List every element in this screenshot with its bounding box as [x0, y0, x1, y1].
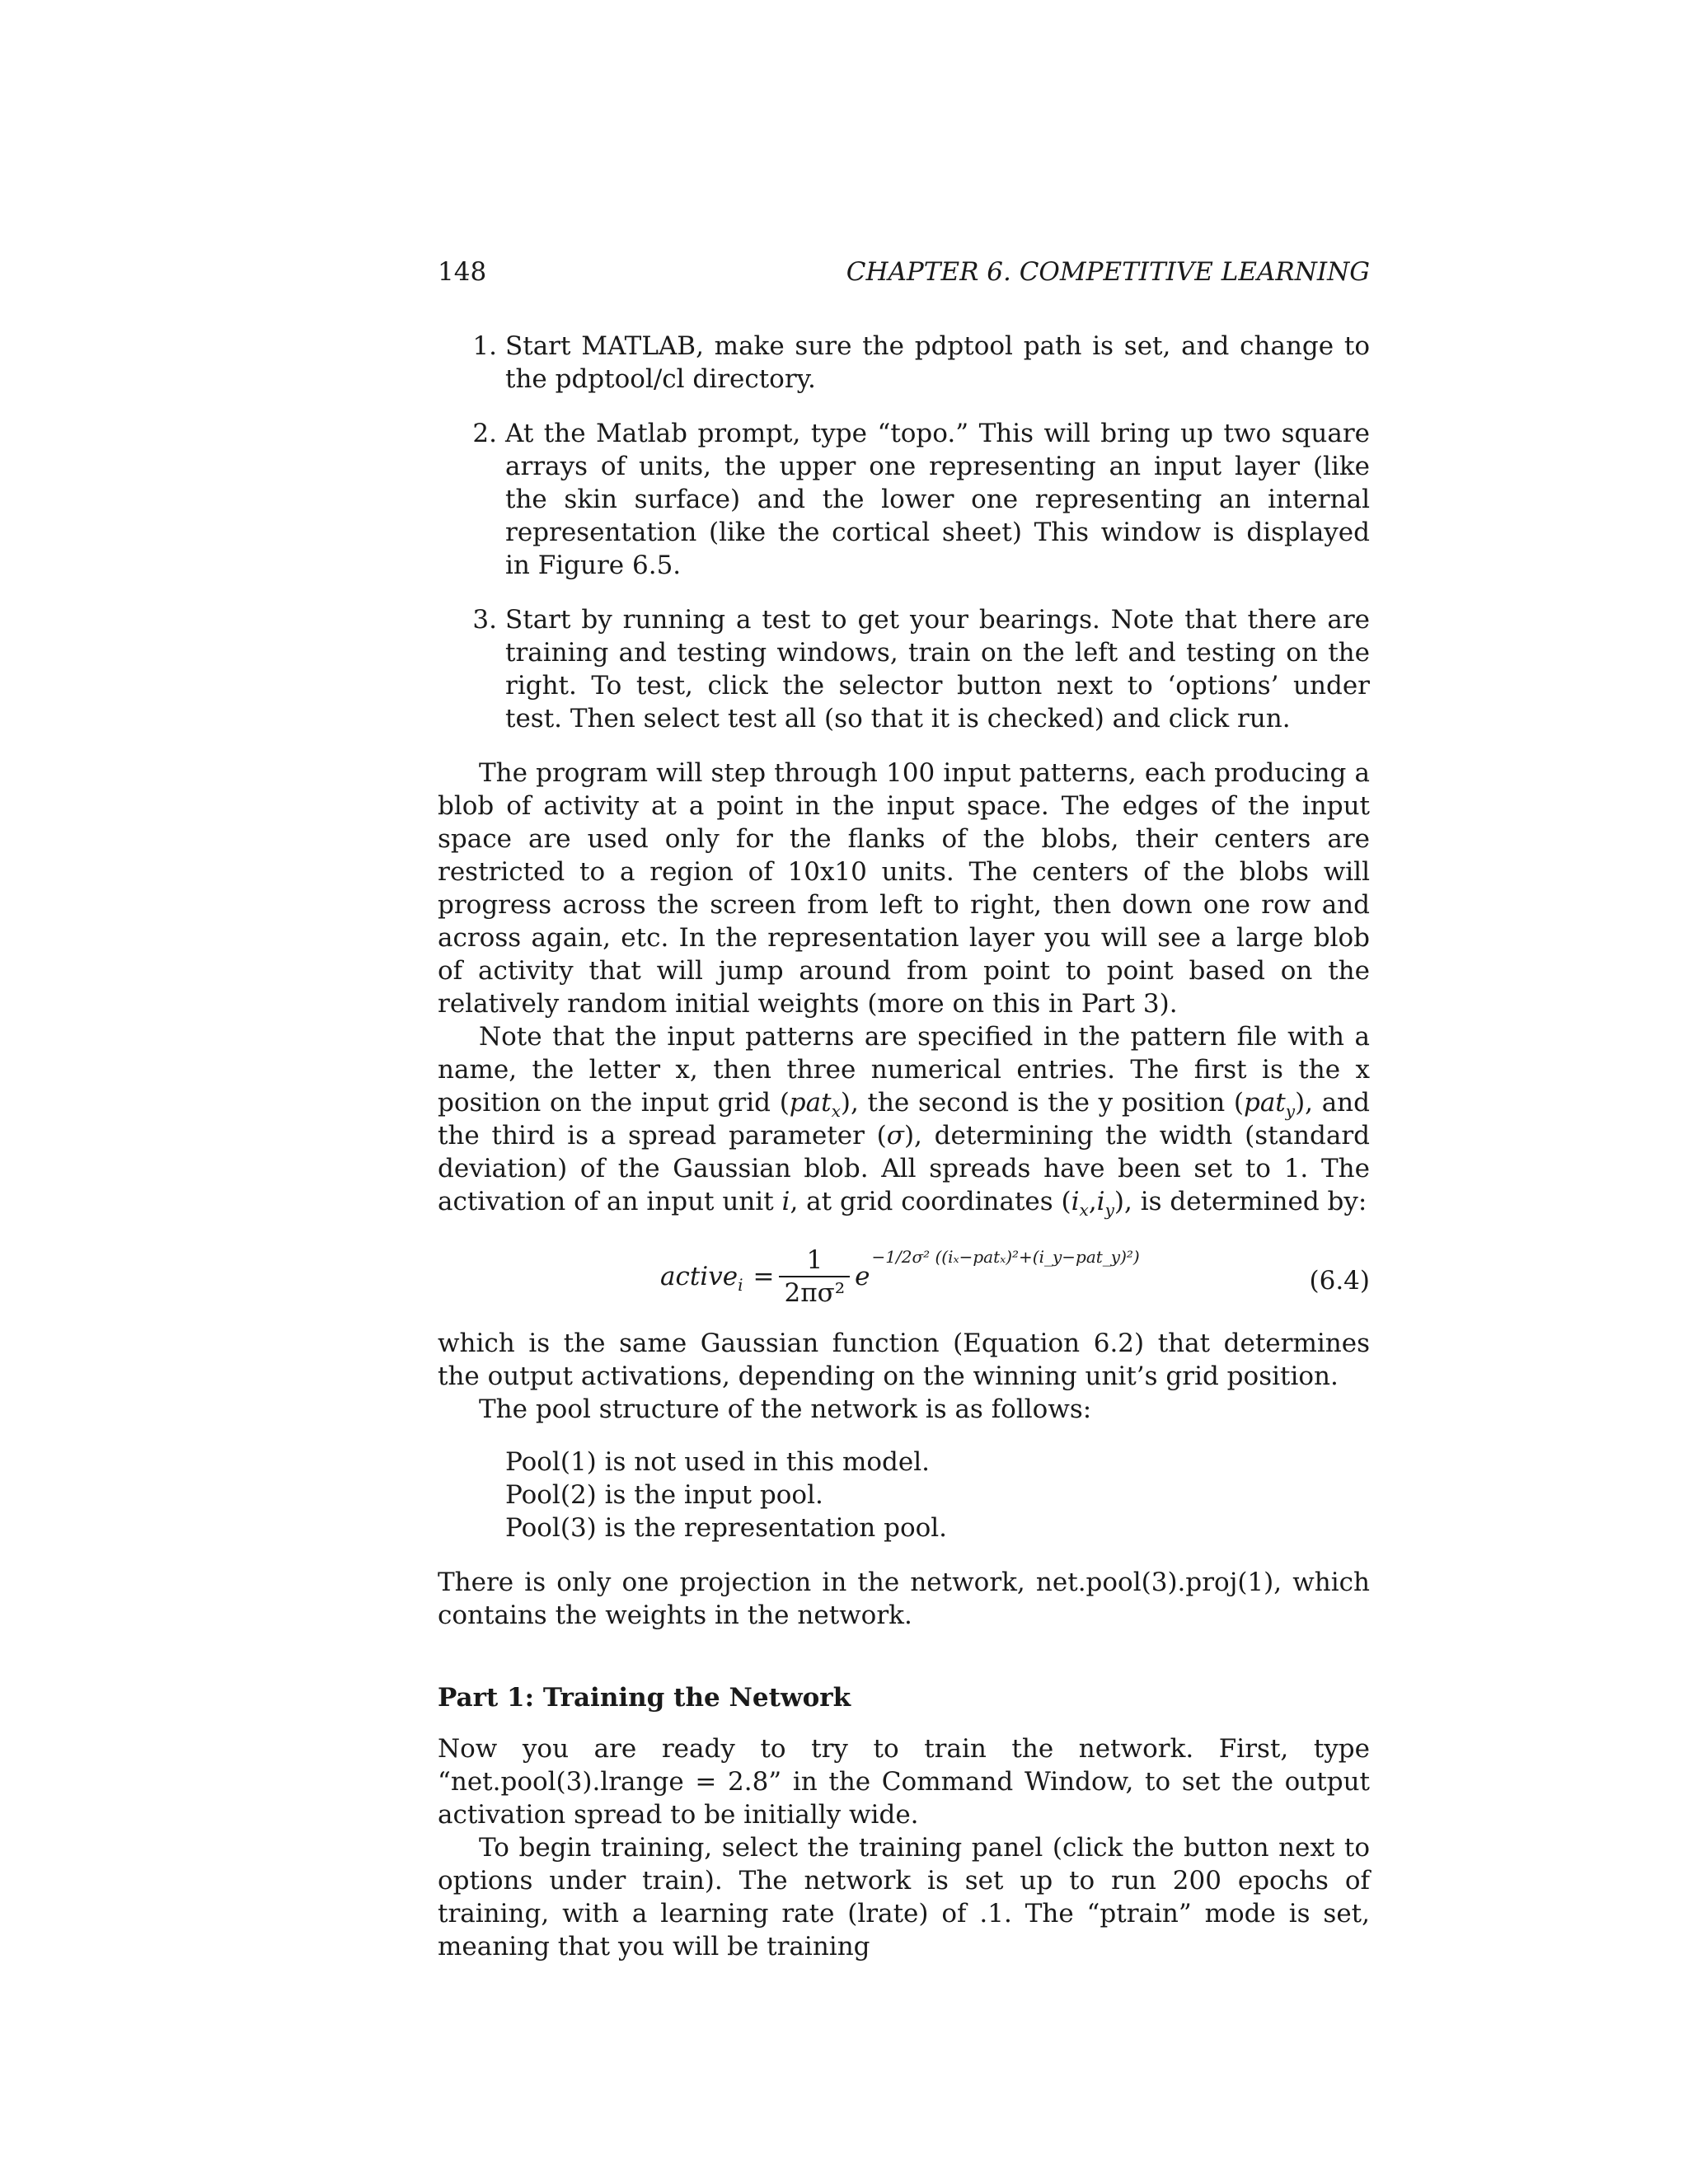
exponent: −1/2σ² ((iₓ−patₓ)²+(i_y−pat_y)²) — [871, 1247, 1140, 1267]
paragraph: Note that the input patterns are specified in the pattern file with a name, the letter x, then three numerical entries. The first is the x position on the input grid (pat$_x$), the second is the y position (pat$_y$), and the third is a spread parameter (σ), determining the width (standard deviation) of the Gaussian blob. All spreads have been set to 1. The activation of an input unit i, at grid coordinates $(i_x,i_y)$, is determined by: — [438, 1022, 1371, 1221]
running-header — [438, 255, 1370, 290]
instruction-list — [438, 330, 1370, 735]
fraction — [779, 1244, 850, 1309]
list-item: Pool(2) is the input pool. — [505, 1480, 823, 1510]
page-number: 148 — [438, 257, 487, 287]
list-item — [438, 417, 1370, 582]
paragraph: which is the same Gaussian function (Equation 6.2) that determines the output activations, depending on the winning unit’s grid position. — [438, 1329, 1370, 1391]
fraction-numerator: 1 — [806, 1245, 823, 1275]
equation-lhs: active$_i$ — [660, 1262, 743, 1296]
section-heading: Part 1: Training the Network — [438, 1683, 851, 1713]
paragraph: Now you are ready to try to train the network. First, type “net.pool(3).lrange = 2.8” in the Command Window, to set the output activation spread to be initially wide. — [438, 1734, 1370, 1830]
equation-body — [660, 1244, 1140, 1309]
exponential-base: e — [855, 1262, 870, 1291]
list-text: Start MATLAB, make sure the pdptool path is set, and change to the pdptool/cl directory. — [505, 331, 1370, 394]
list-number: 1. — [472, 331, 497, 361]
fraction-denominator: 2πσ² — [784, 1278, 846, 1308]
paragraph: The program will step through 100 input patterns, each producing a blob of activity at a point in the input space. The edges of the input space are used only for the flanks of the blobs, their centers are restricted to a region of 10x10 units. The centers of the blobs will progress across the screen from left to right, then down one row and across again, etc. In the representation layer you will see a large blob of activity that will jump around from point to point based on the relatively random initial weights (more on this in Part 3). — [438, 758, 1370, 1019]
list-text: At the Matlab prompt, type “topo.” This will bring up two square arrays of units, the upper one representing an input layer (like the skin surface) and the lower one representing an internal representation (like the cortical sheet) This window is displayed in Figure 6.5. — [505, 419, 1370, 580]
list-text: Start by running a test to get your bearings. Note that there are training and testing windows, train on the left and testing on the right. To test, click the selector button next to ‘options’ under test. Then select test all (so that it is checked) and click run. — [505, 605, 1370, 733]
document-page — [438, 255, 1370, 1963]
list-number: 2. — [472, 419, 497, 448]
list-item — [438, 603, 1370, 735]
list-number: 3. — [472, 605, 497, 635]
pool-list — [505, 1446, 1370, 1544]
paragraph: There is only one projection in the network, net.pool(3).proj(1), which contains the weights in the network. — [438, 1568, 1370, 1630]
list-item: Pool(3) is the representation pool. — [505, 1513, 948, 1543]
paragraph: The pool structure of the network is as follows: — [479, 1394, 1092, 1424]
list-item: Pool(1) is not used in this model. — [505, 1447, 930, 1477]
chapter-title: CHAPTER 6. COMPETITIVE LEARNING — [846, 257, 1370, 287]
list-item — [438, 330, 1370, 396]
paragraph: To begin training, select the training panel (click the button next to options under train). The network is set up to run 200 epochs of training, with a learning rate (lrate) of .1. The “ptrain” mode is set, meaning that you will be training — [438, 1833, 1370, 1961]
equation-6-4 — [438, 1235, 1370, 1317]
equation-number: (6.4) — [1309, 1266, 1370, 1296]
equals-sign: = — [753, 1262, 775, 1291]
